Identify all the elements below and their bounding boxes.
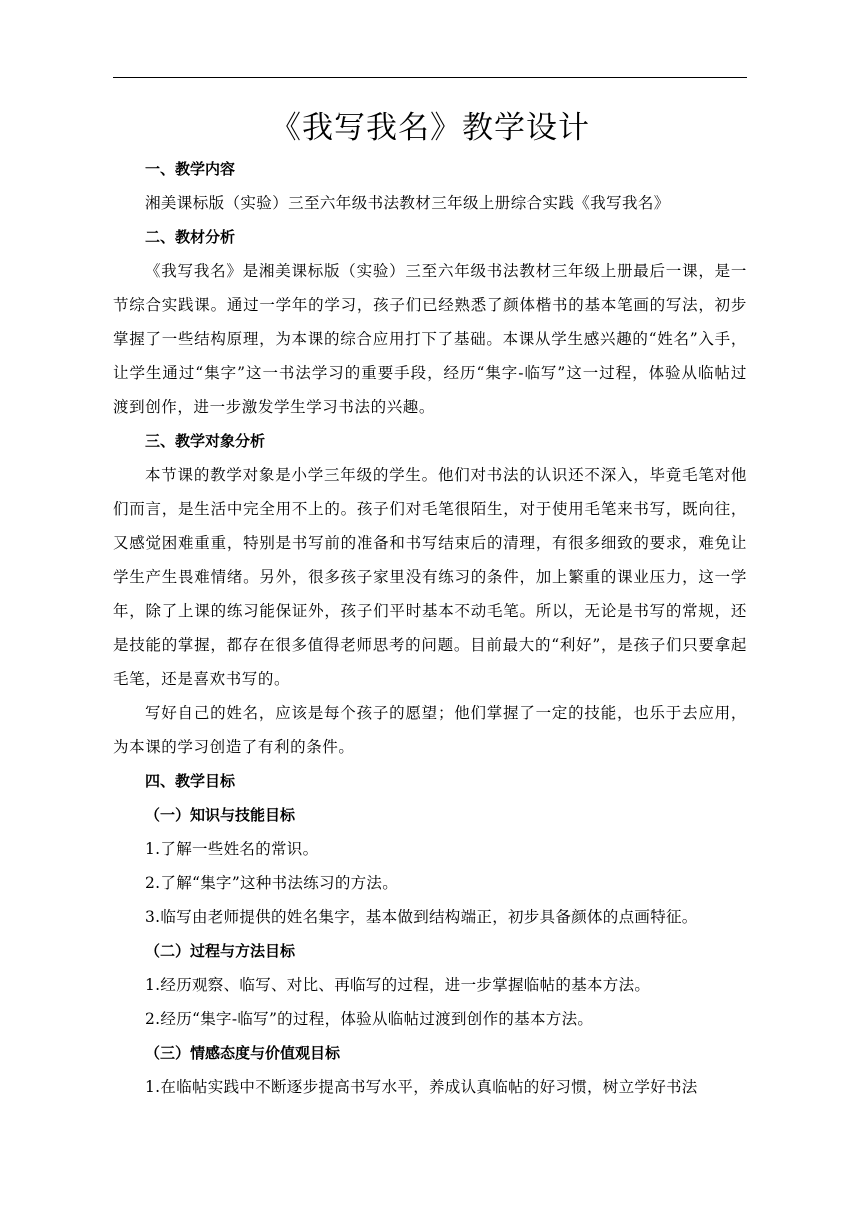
- section-heading-material: 二、教材分析: [145, 228, 236, 246]
- section-audience-para-2: 写好自己的姓名，应该是每个孩子的愿望；他们掌握了一定的技能，也乐于去应用，为本课的学习创造了有利的条件。: [113, 704, 747, 756]
- section-heading-goals: 四、教学目标: [145, 772, 236, 790]
- section-content-text: 湘美课标版（实验）三至六年级书法教材三年级上册综合实践《我写我名》: [145, 194, 670, 212]
- goal-item: 2.了解“集字”这种书法练习的方法。: [145, 874, 399, 892]
- goal-item: 1.经历观察、临写、对比、再临写的过程，进一步掌握临帖的基本方法。: [145, 976, 651, 994]
- section-heading-content: 一、教学内容: [145, 160, 236, 178]
- goal-item: 1.了解一些姓名的常识。: [145, 840, 319, 858]
- goal-subheading-process: （二）过程与方法目标: [145, 942, 296, 960]
- goal-subheading-attitude: （三）情感态度与价值观目标: [145, 1044, 341, 1062]
- section-material-text: 《我写我名》是湘美课标版（实验）三至六年级书法教材三年级上册最后一课，是一节综合实践课。通过一学年的学习，孩子们已经熟悉了颜体楷书的基本笔画的写法，初步掌握了一些结构原理，为本课的综合应用打下了基础。本课从学生感兴趣的“姓名”入手，让学生通过“集字”这一书法学习的重要手段，经历“集字-临写”这一过程，体验从临帖过渡到创作，进一步激发学生学习书法的兴趣。: [113, 262, 747, 416]
- section-audience-para-1: 本节课的教学对象是小学三年级的学生。他们对书法的认识还不深入，毕竟毛笔对他们而言，是生活中完全用不上的。孩子们对毛笔很陌生，对于使用毛笔来书写，既向往，又感觉困难重重，特别是书写前的准备和书写结束后的清理，有很多细致的要求，难免让学生产生畏难情绪。另外，很多孩子家里没有练习的条件，加上繁重的课业压力，这一学年，除了上课的练习能保证外，孩子们平时基本不动毛笔。所以，无论是书写的常规，还是技能的掌握，都存在很多值得老师思考的问题。目前最大的“利好”，是孩子们只要拿起毛笔，还是喜欢书写的。: [113, 466, 747, 688]
- section-heading-audience: 三、教学对象分析: [145, 432, 266, 450]
- goal-subheading-knowledge: （一）知识与技能目标: [145, 806, 296, 824]
- goal-item: 3.临写由老师提供的姓名集字，基本做到结构端正，初步具备颜体的点画特征。: [145, 908, 698, 926]
- goal-item: 2.经历“集字-临写”的过程，体验从临帖过渡到创作的基本方法。: [145, 1010, 594, 1028]
- page-title: 《我写我名》教学设计: [270, 110, 590, 146]
- goal-item: 1.在临帖实践中不断逐步提高书写水平，养成认真临帖的好习惯，树立学好书法: [145, 1078, 698, 1096]
- document-body: [113, 152, 747, 1104]
- header-rule: [113, 77, 747, 78]
